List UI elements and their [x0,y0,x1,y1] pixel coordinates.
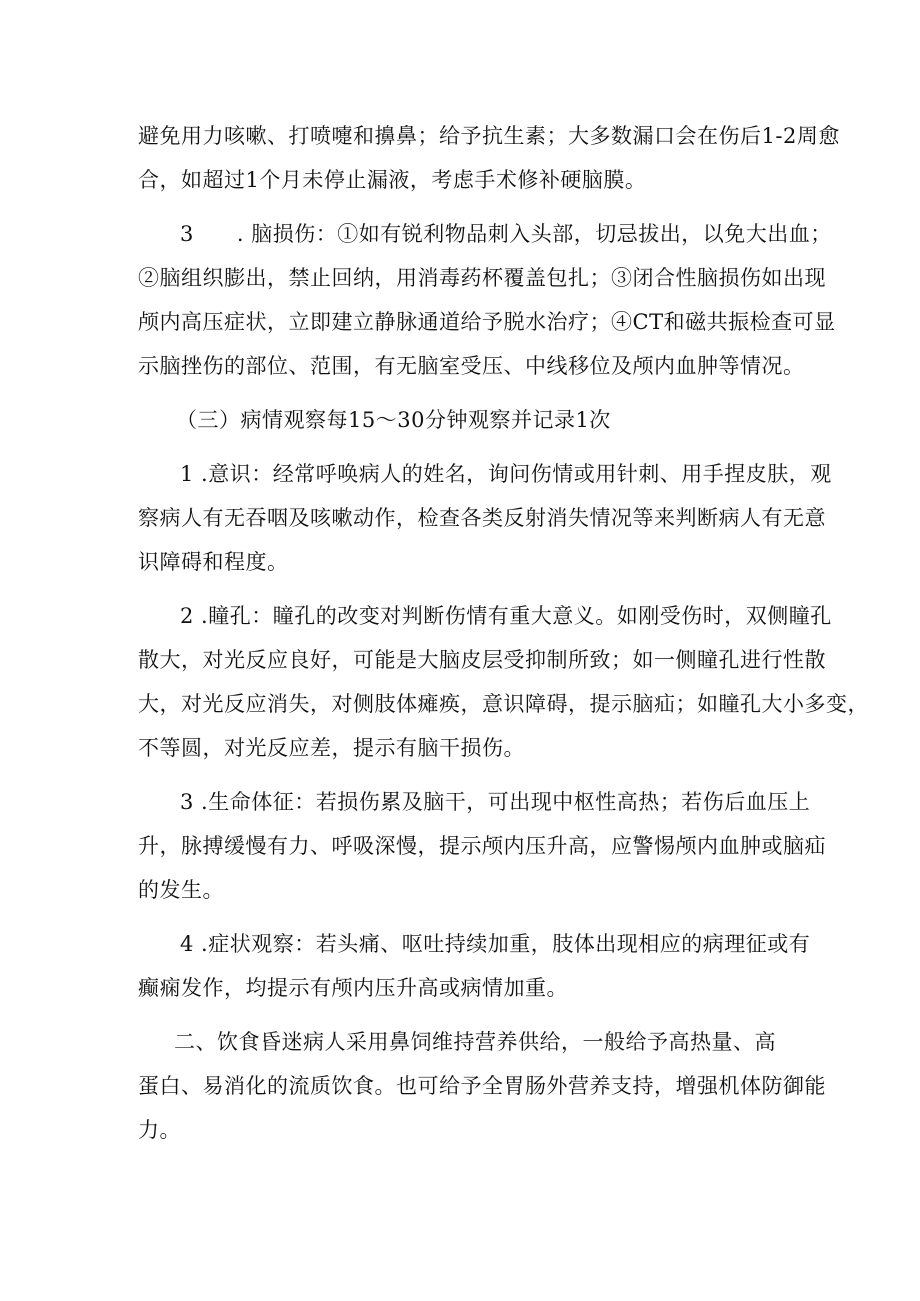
document-page [138,114,869,1152]
text-line: 示脑挫伤的部位、范围，有无脑室受压、中线移位及颅内血肿等情况。 [138,354,805,378]
text-line: 4 .症状观察：若头痛、呕吐持续加重，肢体出现相应的病理征或有 [180,932,811,956]
paragraph-diet [138,1020,826,1152]
paragraph-symptoms [138,922,811,1010]
text-line: 颅内高压症状，立即建立静脉通道给予脱水治疗；④CT和磁共振检查可显 [138,310,836,334]
section-heading-observation [138,398,788,442]
text-line: 大，对光反应消失，对侧肢体瘫痪，意识障碍，提示脑疝；如瞳孔大小多变， [138,692,869,716]
paragraph-brain-injury [138,212,836,388]
text-line: 察病人有无吞咽及咳嗽动作，检查各类反射消失情况等来判断病人有无意 [138,506,826,530]
paragraph-consciousness [138,452,832,584]
text-line: 蛋白、易消化的流质饮食。也可给予全胃肠外营养支持，增强机体防御能 [138,1074,826,1098]
text-line: 力。 [138,1118,181,1142]
text-line: 癫痫发作，均提示有颅内压升高或病情加重。 [138,976,568,1000]
paragraph-vital-signs [138,780,826,912]
text-line: ②脑组织膨出，禁止回纳，用消毒药杯覆盖包扎；③闭合性脑损伤如出现 [138,266,826,290]
text-line: 的发生。 [138,878,224,902]
paragraph-csf-leak [138,114,840,202]
text-line: （三）病情观察每15〜30分钟观察并记录1次 [176,408,611,432]
text-line: 不等圆，对光反应差，提示有脑干损伤。 [138,736,525,760]
text-line: 合，如超过1个月未停止漏液，考虑手术修补硬脑膜。 [138,168,647,192]
text-line: 升，脉搏缓慢有力、呼吸深慢，提示颅内压升高，应警惕颅内血肿或脑疝 [138,834,826,858]
text-line: 1 .意识：经常呼唤病人的姓名，询问伤情或用针刺、用手捏皮肤，观 [180,462,832,486]
text-line: 3 . 脑损伤：①如有锐利物品刺入头部，切忌拔出，以免大出血； [180,222,832,246]
text-line: 识障碍和程度。 [138,550,289,574]
text-line: 避免用力咳嗽、打喷嚏和擤鼻；给予抗生素；大多数漏口会在伤后1-2周愈 [138,124,840,148]
text-line: 二、饮食昏迷病人采用鼻饲维持营养供给，一般给予高热量、高 [174,1030,776,1054]
text-line: 2 .瞳孔：瞳孔的改变对判断伤情有重大意义。如刚受伤时，双侧瞳孔 [180,604,832,628]
text-line: 3 .生命体征：若损伤累及脑干，可出现中枢性高热；若伤后血压上 [180,790,811,814]
text-line: 散大，对光反应良好，可能是大脑皮层受抑制所致；如一侧瞳孔进行性散 [138,648,826,672]
paragraph-pupils [138,594,869,770]
